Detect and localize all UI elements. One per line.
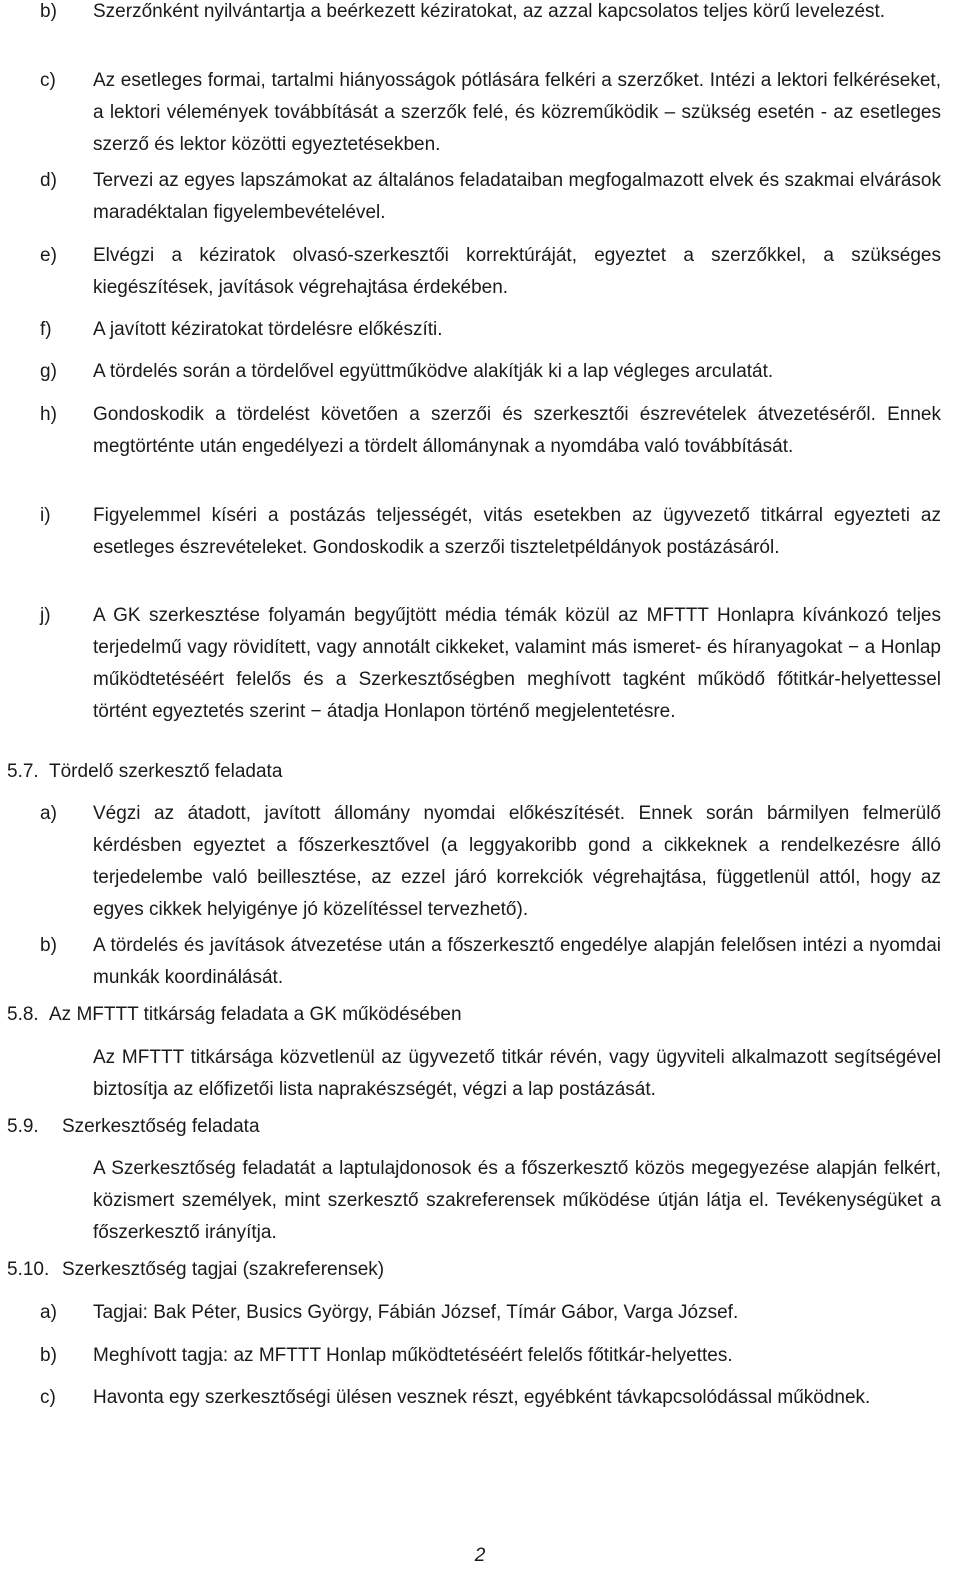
section-title: Az MFTTT titkárság feladata a GK működésében xyxy=(49,1004,462,1025)
list-item-label: b) xyxy=(40,1,57,22)
list-item-text: A tördelés és javítások átvezetése után a főszerkesztő engedélye alapján felelősen intézi a nyomdai munkák koordinálását. xyxy=(93,935,941,988)
list-item-label: h) xyxy=(40,404,57,425)
section-number: 5.8. xyxy=(7,1004,39,1025)
section-number: 5.10. xyxy=(7,1259,50,1280)
page-number: 2 xyxy=(474,1545,486,1566)
list-item-text: Elvégzi a kéziratok olvasó-szerkesztői korrektúráját, egyeztet a szerzőkkel, a szükséges kiegészítések, javítások végrehajtása érdekében. xyxy=(93,245,941,298)
list-item-label: c) xyxy=(40,70,56,91)
list-item-text: A tördelés során a tördelővel együttműködve alakítják ki a lap végleges arculatát. xyxy=(93,361,774,382)
list-item-text: Végzi az átadott, javított állomány nyomdai előkészítését. Ennek során bármilyen felmerülő kérdésben egyeztet a főszerkesztővel (a leggyakoribb gond a cikkeknek a rendelkezésre álló terjedelembe való beillesztése, az ezzel járó korrekciók végrehajtása, függetlenül attól, hogy az egyes cikkek helyigénye jó közelítéssel tervezhető). xyxy=(93,803,941,920)
list-item-text: Az esetleges formai, tartalmi hiányosságok pótlására felkéri a szerzőket. Intézi a lektori felkéréseket, a lektori vélemények továbbítását a szerzők felé, és közreműködik – szükség esetén - az esetleges szerző és lektor közötti egyeztetésekben. xyxy=(93,70,941,155)
list-item-label: b) xyxy=(40,935,57,956)
list-item-text: A GK szerkesztése folyamán begyűjtött média témák közül az MFTTT Honlapra kívánkozó teljes terjedelmű vagy rövidített, vagy annotált cikkeket, valamint más ismeret- és híranyagokat − a Honlap működtetéséért felelős és a Szerkesztőségben meghívott tagként működő főtitkár-helyettessel történt egyeztetés szerint − átadja Honlapon történő megjelentetésre. xyxy=(93,605,941,722)
list-item-label: a) xyxy=(40,803,57,824)
list-item-text: Szerzőnként nyilvántartja a beérkezett kéziratokat, az azzal kapcsolatos teljes körű levelezést. xyxy=(93,1,886,22)
list-item-text: Havonta egy szerkesztőségi ülésen vesznek részt, egyébként távkapcsolódással működnek. xyxy=(93,1387,871,1408)
list-item-text: Tagjai: Bak Péter, Busics György, Fábián József, Tímár Gábor, Varga József. xyxy=(93,1302,739,1323)
list-item-text: Meghívott tagja: az MFTTT Honlap működtetéséért felelős főtitkár-helyettes. xyxy=(93,1345,733,1366)
paragraph-text: A Szerkesztőség feladatát a laptulajdonosok és a főszerkesztő közös megegyezése alapján felkért, közismert személyek, mint szerkesztő szakreferensek működése útján látja el. Tevékenységüket a főszerkesztő irányítja. xyxy=(93,1158,941,1243)
list-item-label: d) xyxy=(40,170,57,191)
list-item-label: g) xyxy=(40,361,57,382)
list-item-label: j) xyxy=(40,605,51,626)
list-item-label: a) xyxy=(40,1302,57,1323)
paragraph-text: Az MFTTT titkársága közvetlenül az ügyvezető titkár révén, vagy ügyviteli alkalmazott segítségével biztosítja az előfizetői lista naprakészségét, végzi a lap postázását. xyxy=(93,1047,941,1100)
list-item-text: A javított kéziratokat tördelésre előkészíti. xyxy=(93,319,443,340)
list-item-text: Figyelemmel kíséri a postázás teljességét, vitás esetekben az ügyvezető titkárral egyezteti az esetleges észrevételeket. Gondoskodik a szerzői tiszteletpéldányok postázásáról. xyxy=(93,505,941,558)
list-item-text: Gondoskodik a tördelést követően a szerzői és szerkesztői észrevételek átvezetéséről. Ennek megtörténte után engedélyezi a tördelt állománynak a nyomdába való továbbítását. xyxy=(93,404,941,457)
list-item-label: e) xyxy=(40,245,57,266)
section-title: Szerkesztőség feladata xyxy=(62,1116,260,1137)
section-title: Tördelő szerkesztő feladata xyxy=(49,761,283,782)
list-item-text: Tervezi az egyes lapszámokat az általános feladataiban megfogalmazott elvek és szakmai elvárások maradéktalan figyelembevételével. xyxy=(93,170,941,223)
section-number: 5.9. xyxy=(7,1116,39,1137)
list-item-label: f) xyxy=(40,319,52,340)
list-item-label: c) xyxy=(40,1387,56,1408)
section-title: Szerkesztőség tagjai (szakreferensek) xyxy=(62,1259,385,1280)
section-number: 5.7. xyxy=(7,761,39,782)
list-item-label: i) xyxy=(40,505,51,526)
list-item-label: b) xyxy=(40,1345,57,1366)
